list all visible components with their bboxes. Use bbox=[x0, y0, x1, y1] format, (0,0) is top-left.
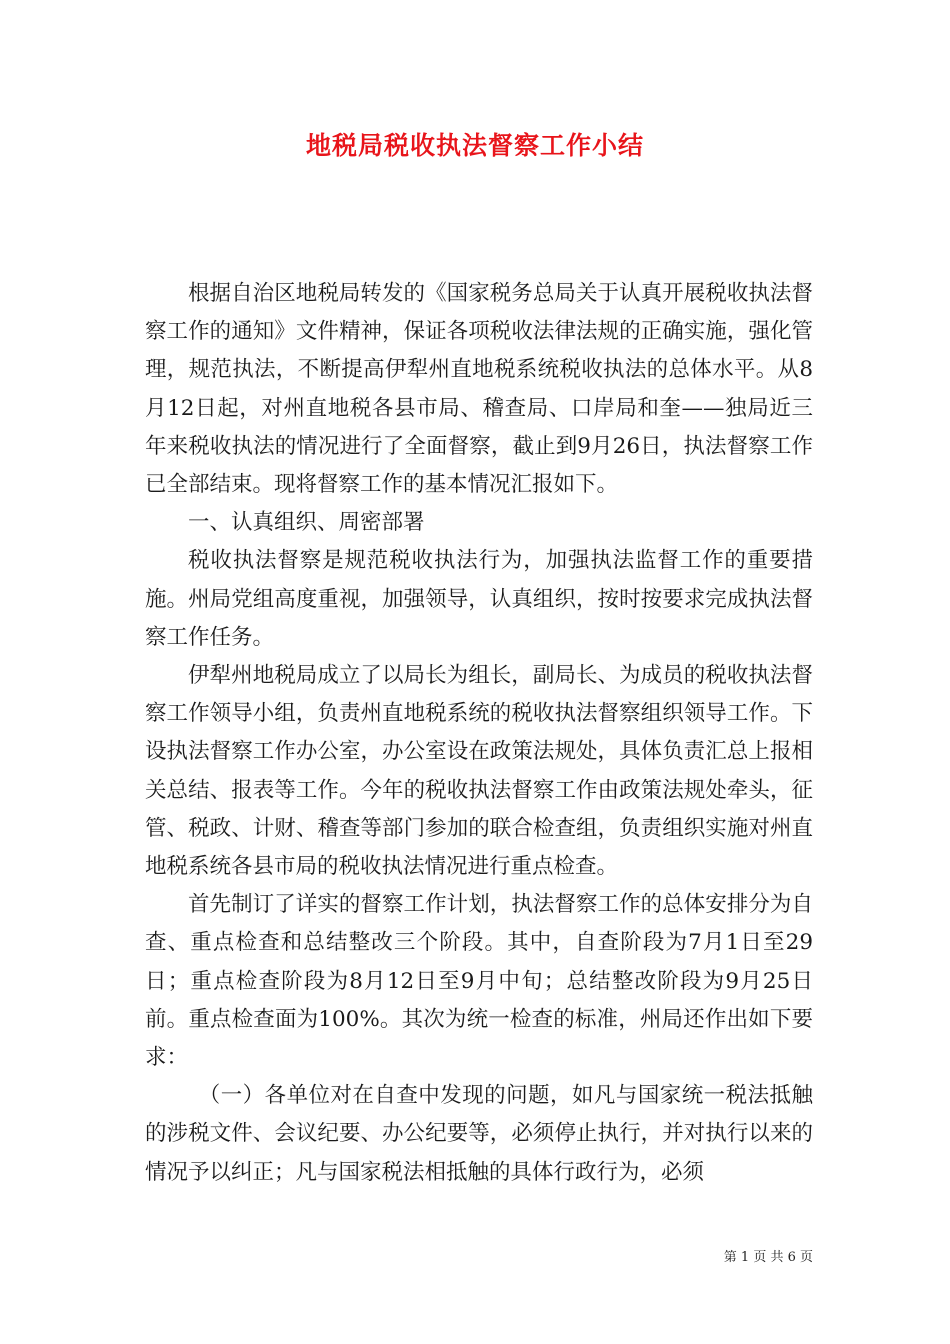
paragraph-importance: 税收执法督察是规范税收执法行为，加强执法监督工作的重要措施。州局党组高度重视，加强领导，认真组织，按时按要求完成执法督察工作任务。 bbox=[145, 548, 813, 650]
document-title: 地税局税收执法督察工作小结 bbox=[305, 131, 644, 160]
section-heading-1: 一、认真组织、周密部署 bbox=[188, 510, 425, 536]
paragraph-work-plan: 首先制订了详实的督察工作计划，执法督察工作的总体安排分为自查、重点检查和总结整改三个阶段。其中，自查阶段为7月1日至29日；重点检查阶段为8月12日至9月中旬；总结整改阶段为9月25日前。重点检查面为100%。其次为统一检查的标准，州局还作出如下要求： bbox=[145, 892, 813, 1071]
page-number: 第 1 页 共 6 页 bbox=[723, 1250, 813, 1265]
paragraph-requirement-1: （一）各单位对在自查中发现的问题，如凡与国家统一税法抵触的涉税文件、会议纪要、办公纪要等，必须停止执行，并对执行以来的情况予以纠正；凡与国家税法相抵触的具体行政行为，必须 bbox=[145, 1083, 813, 1185]
paragraph-intro: 根据自治区地税局转发的《国家税务总局关于认真开展税收执法督察工作的通知》文件精神，保证各项税收法律法规的正确实施，强化管理，规范执法，不断提高伊犁州直地税系统税收执法的总体水平。从8月12日起，对州直地税各县市局、稽查局、口岸局和奎——独局近三年来税收执法的情况进行了全面督察，截止到9月26日，执法督察工作已全部结束。现将督察工作的基本情况汇报如下。 bbox=[145, 281, 813, 498]
paragraph-leadership-group: 伊犁州地税局成立了以局长为组长，副局长、为成员的税收执法督察工作领导小组，负责州直地税系统的税收执法督察组织领导工作。下设执法督察工作办公室，办公室设在政策法规处，具体负责汇总上报相关总结、报表等工作。今年的税收执法督察工作由政策法规处牵头，征管、税政、计财、稽查等部门参加的联合检查组，负责组织实施对州直地税系统各县市局的税收执法情况进行重点检查。 bbox=[145, 663, 813, 880]
document-body bbox=[145, 275, 813, 1192]
